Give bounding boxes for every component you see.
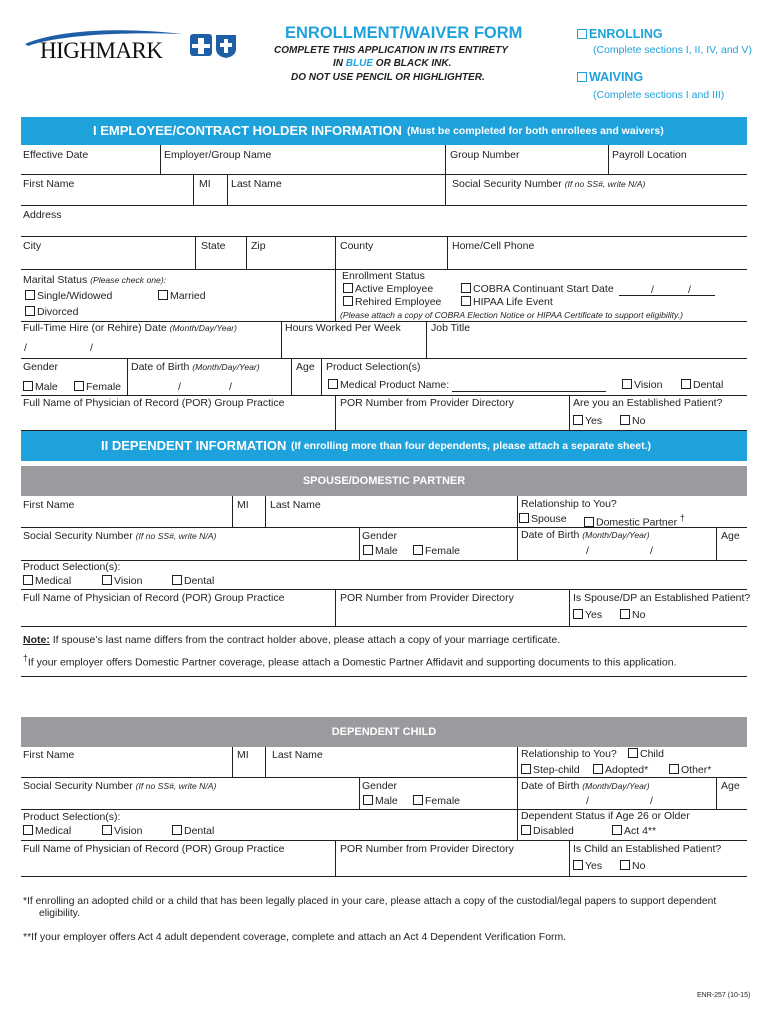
option-rehired-employee[interactable]: Rehired Employee xyxy=(343,296,441,308)
spouse-option-dental[interactable]: Dental xyxy=(172,575,214,587)
option-vision[interactable]: Vision xyxy=(622,379,662,391)
cobra-date-slash-2: / xyxy=(688,284,691,296)
hire-date-slash-1: / xyxy=(24,342,27,354)
option-child[interactable]: Child xyxy=(628,748,664,760)
child-label-dob: Date of Birth (Month/Day/Year) xyxy=(521,780,650,792)
spouse-dob-slash-2: / xyxy=(650,545,653,557)
child-label-physician: Full Name of Physician of Record (POR) Group Practice xyxy=(23,843,285,855)
label-zip: Zip xyxy=(251,240,266,252)
label-payroll-location: Payroll Location xyxy=(612,149,687,161)
dob-slash-2: / xyxy=(229,381,232,393)
spouse-option-yes[interactable]: Yes xyxy=(573,609,602,621)
spouse-option-no[interactable]: No xyxy=(620,609,645,621)
spouse-header: SPOUSE/DOMESTIC PARTNER xyxy=(21,466,747,496)
child-dob-slash-1: / xyxy=(586,795,589,807)
section-1-header: I EMPLOYEE/CONTRACT HOLDER INFORMATION (Must be completed for both enrollees and waivers) xyxy=(21,117,747,145)
label-group-number: Group Number xyxy=(450,149,520,161)
spouse-label-established: Is Spouse/DP an Established Patient? xyxy=(573,592,751,604)
child-option-dental[interactable]: Dental xyxy=(172,825,214,837)
child-label-ssn: Social Security Number (If no SS#, write N/A) xyxy=(23,780,217,792)
child-label-first-name: First Name xyxy=(23,749,75,761)
adopted-footnote-line-2: eligibility. xyxy=(39,908,81,919)
label-mi: MI xyxy=(199,178,211,190)
option-stepchild[interactable]: Step-child xyxy=(521,764,580,776)
option-hipaa[interactable]: HIPAA Life Event xyxy=(461,296,553,308)
option-female[interactable]: Female xyxy=(74,381,121,393)
enrolling-note: (Complete sections I, II, IV, and V) xyxy=(593,44,752,56)
instruction-line-1: COMPLETE THIS APPLICATION IN ITS ENTIRETY xyxy=(274,45,508,56)
option-active-employee[interactable]: Active Employee xyxy=(343,283,433,295)
cobra-date-slash-1: / xyxy=(651,284,654,296)
label-address: Address xyxy=(23,209,62,221)
child-option-female[interactable]: Female xyxy=(413,795,460,807)
label-effective-date: Effective Date xyxy=(23,149,89,161)
label-job-title: Job Title xyxy=(431,322,471,334)
child-dob-slash-2: / xyxy=(650,795,653,807)
label-product-selections: Product Selection(s) xyxy=(326,361,421,373)
option-spouse[interactable]: Spouse xyxy=(519,513,567,525)
enrolling-option[interactable]: ENROLLING xyxy=(577,27,663,41)
child-label-last-name: Last Name xyxy=(272,749,323,761)
dob-slash-1: / xyxy=(178,381,181,393)
child-label-relationship: Relationship to You? xyxy=(521,748,617,760)
label-age: Age xyxy=(296,361,315,373)
waiving-checkbox[interactable] xyxy=(577,72,587,82)
marriage-note: Note: If spouse’s last name differs from the contract holder above, please attach a copy of your marriage certificate. xyxy=(23,634,561,646)
form-title: ENROLLMENT/WAIVER FORM xyxy=(285,24,523,42)
spouse-label-product-selections: Product Selection(s): xyxy=(23,561,121,573)
option-married[interactable]: Married xyxy=(158,290,206,302)
label-por-number: POR Number from Provider Directory xyxy=(340,397,514,409)
logo-wordmark: HIGHMARK xyxy=(40,38,163,63)
instruction-line-2: IN BLUE OR BLACK INK. xyxy=(333,58,452,69)
form-code: ENR-257 (10-15) xyxy=(697,992,751,999)
option-cobra[interactable]: COBRA Continuant Start Date xyxy=(461,283,614,295)
spouse-dob-slash-1: / xyxy=(586,545,589,557)
instruction-line-3: DO NOT USE PENCIL OR HIGHLIGHTER. xyxy=(291,72,485,83)
child-label-dep-status: Dependent Status if Age 26 or Older xyxy=(521,810,690,822)
section-2-header: II DEPENDENT INFORMATION (If enrolling more than four dependents, please attach a separate sheet.) xyxy=(21,431,747,461)
label-marital-status: Marital Status (Please check one): xyxy=(23,274,167,286)
option-disabled[interactable]: Disabled xyxy=(521,825,574,837)
child-label-established: Is Child an Established Patient? xyxy=(573,843,722,855)
child-option-medical[interactable]: Medical xyxy=(23,825,71,837)
blue-cross-shield-icon xyxy=(189,33,239,64)
option-act4[interactable]: Act 4** xyxy=(612,825,656,837)
label-city: City xyxy=(23,240,42,252)
label-first-name: First Name xyxy=(23,178,75,190)
spouse-label-gender: Gender xyxy=(362,530,398,542)
option-domestic-partner[interactable]: Domestic Partner † xyxy=(584,513,685,529)
label-county: County xyxy=(340,240,374,252)
enrolling-checkbox[interactable] xyxy=(577,29,587,39)
option-established-yes[interactable]: Yes xyxy=(573,415,602,427)
spouse-option-medical[interactable]: Medical xyxy=(23,575,71,587)
label-gender: Gender xyxy=(23,361,59,373)
child-option-yes[interactable]: Yes xyxy=(573,860,602,872)
spouse-option-male[interactable]: Male xyxy=(363,545,398,557)
option-dental[interactable]: Dental xyxy=(681,379,723,391)
child-option-no[interactable]: No xyxy=(620,860,645,872)
option-adopted[interactable]: Adopted* xyxy=(593,764,648,776)
spouse-label-age: Age xyxy=(721,530,740,542)
label-dob: Date of Birth (Month/Day/Year) xyxy=(131,361,260,373)
label-hours: Hours Worked Per Week xyxy=(285,322,401,334)
option-divorced[interactable]: Divorced xyxy=(25,306,78,318)
child-label-gender: Gender xyxy=(362,780,398,792)
spouse-option-vision[interactable]: Vision xyxy=(102,575,142,587)
child-label-age: Age xyxy=(721,780,740,792)
waiving-option[interactable]: WAIVING xyxy=(577,70,643,84)
hire-date-slash-2: / xyxy=(90,342,93,354)
label-ssn: Social Security Number (If no SS#, write N/A) xyxy=(452,178,646,190)
spouse-label-dob: Date of Birth (Month/Day/Year) xyxy=(521,529,650,541)
child-option-male[interactable]: Male xyxy=(363,795,398,807)
child-header: DEPENDENT CHILD xyxy=(21,717,747,747)
option-single[interactable]: Single/Widowed xyxy=(25,290,112,302)
child-option-vision[interactable]: Vision xyxy=(102,825,142,837)
spouse-option-female[interactable]: Female xyxy=(413,545,460,557)
label-enrollment-status: Enrollment Status xyxy=(342,270,425,282)
label-physician: Full Name of Physician of Record (POR) Group Practice xyxy=(23,397,285,409)
spouse-label-por-number: POR Number from Provider Directory xyxy=(340,592,514,604)
label-established: Are you an Established Patient? xyxy=(573,397,723,409)
option-male[interactable]: Male xyxy=(23,381,58,393)
spouse-label-first-name: First Name xyxy=(23,499,75,511)
label-fulltime-hire: Full-Time Hire (or Rehire) Date (Month/Day/Year) xyxy=(23,322,237,334)
label-phone: Home/Cell Phone xyxy=(452,240,535,252)
option-other[interactable]: Other* xyxy=(669,764,711,776)
spouse-label-mi: MI xyxy=(237,499,249,511)
spouse-label-relationship: Relationship to You? xyxy=(521,498,617,510)
domestic-partner-note: †If your employer offers Domestic Partner coverage, please attach a Domestic Partner Affidavit and supporting documents to this application. xyxy=(23,653,677,669)
spouse-label-physician: Full Name of Physician of Record (POR) Group Practice xyxy=(23,592,285,604)
child-label-mi: MI xyxy=(237,749,249,761)
child-label-product-selections: Product Selection(s): xyxy=(23,811,121,823)
child-label-por-number: POR Number from Provider Directory xyxy=(340,843,514,855)
label-employer-group: Employer/Group Name xyxy=(164,149,272,161)
cobra-note: (Please attach a copy of COBRA Election Notice or HIPAA Certificate to support eligibility.) xyxy=(340,310,683,320)
spouse-label-ssn: Social Security Number (If no SS#, write N/A) xyxy=(23,530,217,542)
act4-footnote: **If your employer offers Act 4 adult dependent coverage, complete and attach an Act 4 Dependent Verification Form. xyxy=(23,931,567,943)
adopted-footnote-line-1: *If enrolling an adopted child or a child that has been legally placed in your care, please attach a copy of the custodial/legal papers to support dependent xyxy=(23,896,717,907)
waiving-note: (Complete sections I and III) xyxy=(593,89,725,101)
option-medical-product[interactable]: Medical Product Name: xyxy=(328,379,449,391)
label-last-name: Last Name xyxy=(231,178,282,190)
highmark-logo xyxy=(22,26,187,66)
label-state: State xyxy=(201,240,226,252)
option-established-no[interactable]: No xyxy=(620,415,645,427)
spouse-label-last-name: Last Name xyxy=(270,499,321,511)
